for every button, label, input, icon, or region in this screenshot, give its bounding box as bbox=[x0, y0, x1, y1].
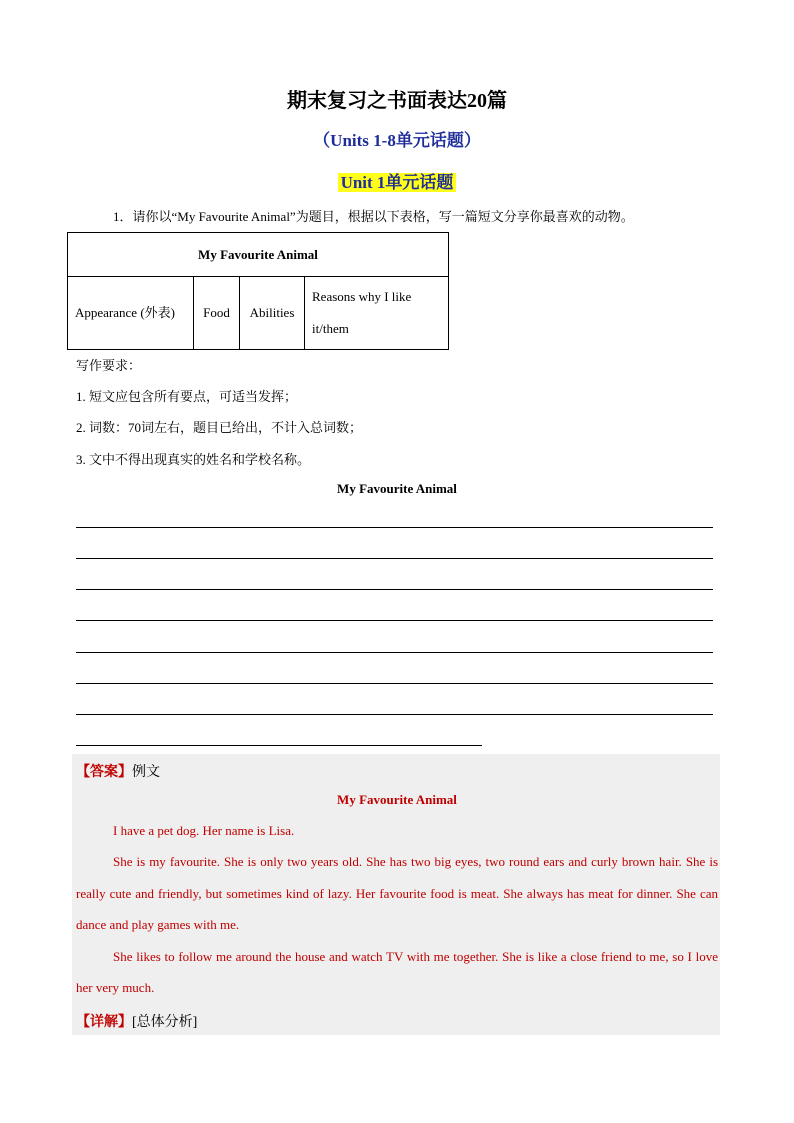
answer-title: My Favourite Animal bbox=[337, 792, 457, 807]
requirement-table bbox=[67, 232, 449, 350]
writing-line[interactable] bbox=[76, 620, 713, 621]
essay-paragraph: She likes to follow me around the house and watch TV with me together. She is like a close friend to me, so I love her very much. bbox=[76, 948, 718, 996]
detail-label bbox=[76, 1011, 197, 1031]
table-cell-food: Food bbox=[194, 277, 240, 350]
writing-line[interactable] bbox=[76, 683, 713, 684]
writing-line[interactable] bbox=[76, 652, 713, 653]
writing-line[interactable] bbox=[76, 714, 713, 715]
writing-line[interactable] bbox=[76, 589, 713, 590]
answer-bracket-label: 【答案】 bbox=[76, 765, 132, 780]
detail-bracket-label: 【详解】 bbox=[76, 1015, 132, 1030]
table-cell-appearance: Appearance (外表) bbox=[68, 277, 194, 350]
essay-paragraph: She is my favourite. She is only two years old. She has two big eyes, two round ears and curly brown hair. She is really cute and friendly, but sometimes kind of lazy. Her favourite food is meat. She always has meat for dinner. She can dance and play games with me. bbox=[76, 854, 718, 933]
page-subtitle: （Units 1-8单元话题） bbox=[313, 131, 481, 150]
table-header: My Favourite Animal bbox=[68, 233, 449, 277]
requirement-item: 1. 短文应包含所有要点，可适当发挥； bbox=[76, 389, 298, 404]
sample-essay bbox=[76, 815, 718, 1003]
unit-heading-text: Unit 1单元话题 bbox=[338, 173, 457, 192]
writing-line[interactable] bbox=[76, 527, 713, 528]
page-title: 期末复习之书面表达20篇 bbox=[287, 90, 507, 112]
table-cell-reasons: Reasons why I like it/them bbox=[305, 277, 449, 350]
unit-heading bbox=[0, 168, 794, 193]
table-cell-abilities: Abilities bbox=[240, 277, 305, 350]
requirement-item: 3. 文中不得出现真实的姓名和学校名称。 bbox=[76, 452, 311, 467]
essay-paragraph: I have a pet dog. Her name is Lisa. bbox=[113, 823, 295, 838]
answer-label-text: 例文 bbox=[132, 765, 160, 780]
requirement-item: 2. 词数：70词左右，题目已给出，不计入总词数； bbox=[76, 420, 363, 435]
answer-label bbox=[76, 761, 160, 781]
writing-title: My Favourite Animal bbox=[337, 481, 457, 496]
question-prompt: 1．请你以“My Favourite Animal”为题目，根据以下表格，写一篇短文分享你最喜欢的动物。 bbox=[113, 209, 634, 224]
writing-line[interactable] bbox=[76, 558, 713, 559]
detail-text: [总体分析] bbox=[132, 1015, 198, 1030]
writing-line[interactable] bbox=[76, 745, 482, 746]
requirements-label: 写作要求： bbox=[76, 358, 142, 373]
